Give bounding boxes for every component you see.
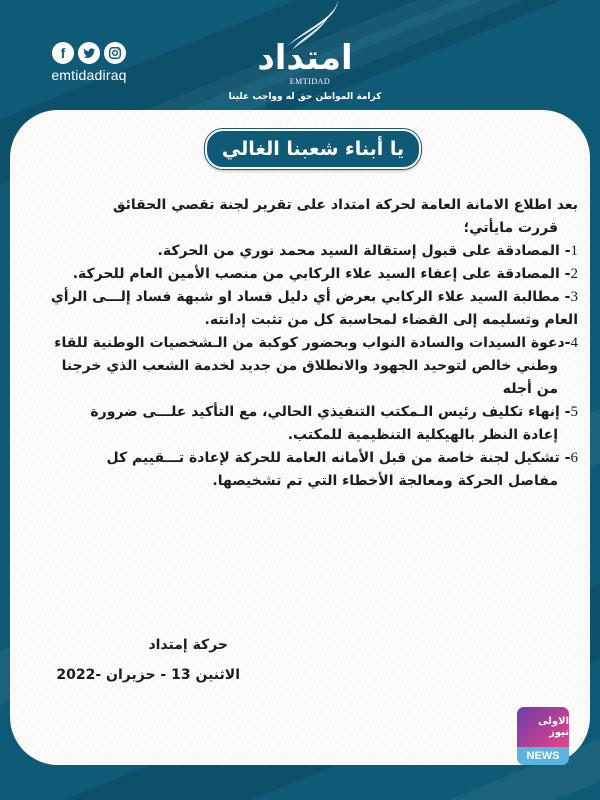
- resolution-item-4: [18, 332, 578, 401]
- item-text: - إنهاء تكليف رئيس الـمكتب التنفيذي الحالي، مع التأكيد علـــى ضرورة: [90, 404, 571, 420]
- statement-body: [18, 194, 578, 493]
- watermark-arabic: الاولى نيوز: [517, 707, 569, 747]
- item-number: 6: [570, 450, 578, 466]
- item-text: - تشكيل لجنة خاصة من قبل الأمانه العامة للحركة لإعادة تـــقييم كل: [106, 450, 571, 466]
- resolution-item-5: [18, 401, 578, 447]
- item-text-cont: العام وتسليمه إلى القضاء لمحاسبة كل من تثبت إدانته.: [204, 312, 578, 328]
- statement-card: [10, 110, 590, 765]
- item-number: 3: [570, 289, 578, 305]
- logo-latin: EMTIDAD: [289, 77, 331, 86]
- resolution-item-3: [18, 286, 578, 332]
- resolution-item-2: [18, 263, 578, 286]
- item-text: - المصادقة على إعفاء السيد علاء الركابي من منصب الأمين العام للحركة.: [72, 266, 571, 282]
- signature-block: [56, 630, 240, 690]
- intro-line-1: بعد اطلاع الامانة العامة لحركة امتداد على تقرير لجنة تقصي الحقائق: [112, 197, 578, 213]
- resolution-item-6: [18, 447, 578, 493]
- item-number: 5: [570, 404, 578, 420]
- news-watermark-logo: [517, 707, 569, 765]
- item-text: -دعوة السيدات والسادة النواب وبحضور كوكبة من الـشخصيات الوطنية للقاء: [54, 335, 571, 351]
- item-number: 1: [570, 243, 578, 259]
- intro-line-2: قررت مايأتي؛: [463, 220, 558, 236]
- instagram-icon[interactable]: [104, 42, 126, 64]
- watermark-label: NEWS: [517, 747, 569, 765]
- twitter-icon[interactable]: [78, 42, 100, 64]
- signature-date: الاثنين 13 - حزيران -2022: [56, 667, 240, 683]
- item-text-cont: إعادة النظر بالهيكلية التنظيمية للمكتب.: [287, 427, 558, 443]
- item-text: - المصادقة على قبول إستقالة السيد محمد نوري من الحركة.: [157, 243, 571, 259]
- item-text-cont: من أجله: [502, 381, 558, 397]
- logo-arabic: امتداد: [257, 38, 353, 78]
- statement-title: يا أبناء شعبنا الغالي: [205, 129, 421, 169]
- signature-org: حركة إمتداد: [148, 637, 228, 653]
- item-number: 2: [570, 266, 578, 282]
- item-text-cont: مفاصل الحركة ومعالجة الأخطاء التي تم تشخيصها.: [212, 473, 558, 489]
- emtidad-logo: [220, 0, 390, 110]
- item-number: 4: [570, 335, 578, 351]
- social-handle[interactable]: emtidadiraq: [51, 67, 127, 83]
- item-text: - مطالبة السيد علاء الركابي بعرض أي دليل فساد او شبهة فساد إلـــى الرأي: [50, 289, 571, 305]
- logo-slogan: كرامة المواطن حق له وواجب علينا: [228, 92, 382, 102]
- social-links: [44, 42, 134, 83]
- resolution-item-1: [18, 240, 578, 263]
- facebook-icon[interactable]: f: [52, 42, 74, 64]
- item-text-cont: وطني خالص لتوحيد الجهود والانطلاق من جديد لخدمة الشعب الذي خرجنا: [61, 358, 558, 374]
